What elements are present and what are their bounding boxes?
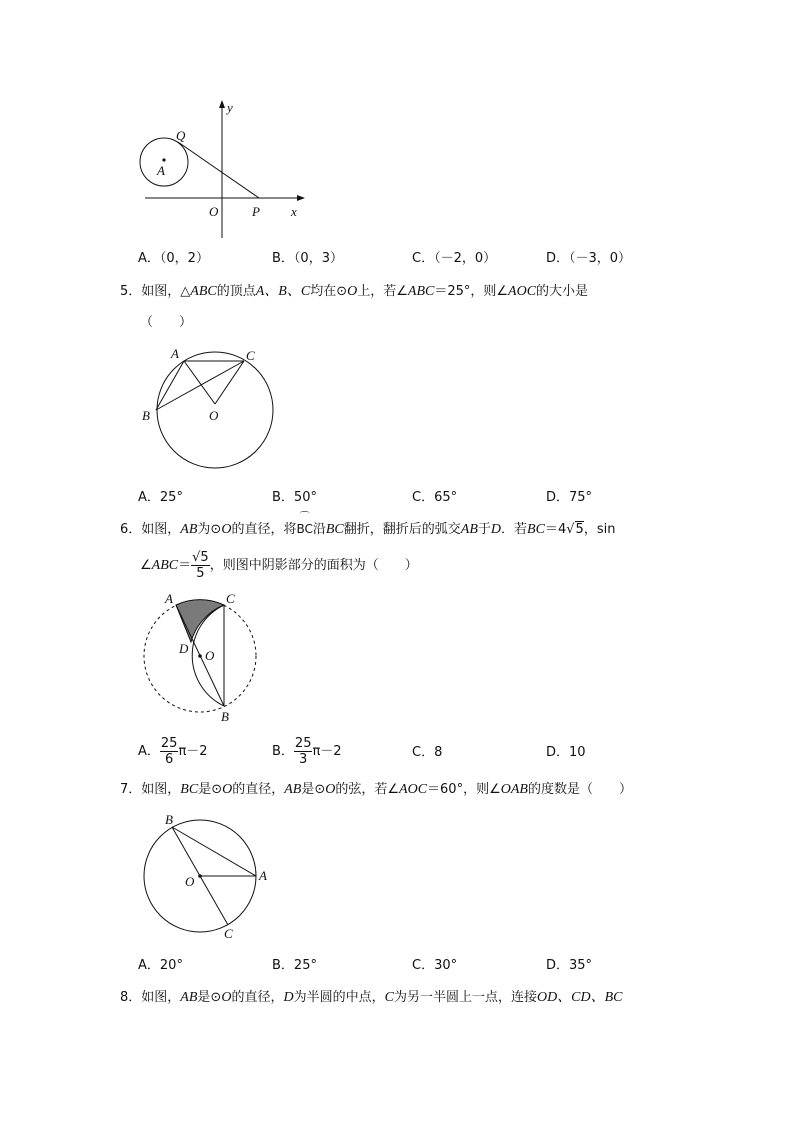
q4-label-q: Q [176, 128, 186, 143]
q7-option-c[interactable]: C．30° [412, 958, 458, 973]
q6-label-a: A [165, 591, 173, 606]
q6-option-a[interactable]: A． $\frac{25}{6}$ π－2 [138, 736, 208, 767]
q6-label-d: D [179, 641, 189, 656]
q7-label-b: B [165, 812, 173, 827]
q6-option-b[interactable]: B． $\frac{25}{3}$ π－2 [272, 736, 342, 767]
q5-option-d[interactable]: D．75° [546, 490, 593, 505]
q5-answer-paren: （ ） [140, 315, 193, 330]
q5-option-b[interactable]: B．50° [272, 490, 317, 505]
q5-label-b: B [142, 408, 150, 423]
q7-stem: 7．如图，BC是⊙O的直径，AB是⊙O的弦，若∠AOC＝60°，则∠OAB的度数是（ ） [120, 782, 632, 797]
q5-stem: 5．如图，△ABC的顶点A、B、C均在⊙O上，若∠ABC＝25°，则∠AOC的大小是 [120, 284, 589, 299]
q6-option-d[interactable]: D．10 [546, 745, 586, 760]
q5-option-a[interactable]: A．25° [138, 490, 183, 505]
q4-option-b[interactable]: B．（0，3） [272, 251, 343, 266]
q4-label-o: O [209, 204, 219, 219]
q5-label-a: A [171, 346, 179, 361]
q7-option-a[interactable]: A．20° [138, 958, 183, 973]
q7-label-c: C [224, 926, 233, 941]
q4-option-a[interactable]: A．（0，2） [138, 251, 209, 266]
q4-label-a: A [157, 163, 165, 178]
q6-stem-line2: ∠ABC＝ $\frac{√5}{5}$ ，则图中阴影部分的面积为（ ） [140, 550, 418, 581]
q6-label-c: C [226, 591, 235, 606]
q7-center-o [198, 874, 202, 878]
q6-arc-bc: ⌒ BC [296, 512, 313, 536]
q7-label-o: O [185, 874, 195, 889]
q7-option-d[interactable]: D．35° [546, 958, 593, 973]
q6-label-b: B [221, 709, 229, 724]
q4-label-y: y [227, 100, 233, 115]
q5-label-o: O [209, 408, 219, 423]
q4-label-p: P [252, 204, 260, 219]
q8-stem: 8．如图，AB是⊙O的直径，D为半圆的中点，C为另一半圆上一点，连接OD、CD、BC [120, 990, 623, 1005]
q5-option-c[interactable]: C．65° [412, 490, 458, 505]
q4-label-x: x [291, 204, 297, 219]
q6-label-o: O [205, 648, 215, 663]
q4-option-d[interactable]: D．（－3，0） [546, 251, 632, 266]
q6-stem-line1: 6．如图，AB为⊙O的直径，将 ⌒ BC沿BC翻折，翻折后的弧交AB于D．若BC＝4√5，sin [120, 512, 616, 537]
q4-option-c[interactable]: C．（－2，0） [412, 251, 497, 266]
q6-fraction: $\frac{√5}{5}$ [192, 550, 209, 581]
q7-label-a: A [259, 868, 267, 883]
q7-option-b[interactable]: B．25° [272, 958, 317, 973]
q6-option-c[interactable]: C．8 [412, 745, 443, 760]
q5-label-c: C [246, 348, 255, 363]
